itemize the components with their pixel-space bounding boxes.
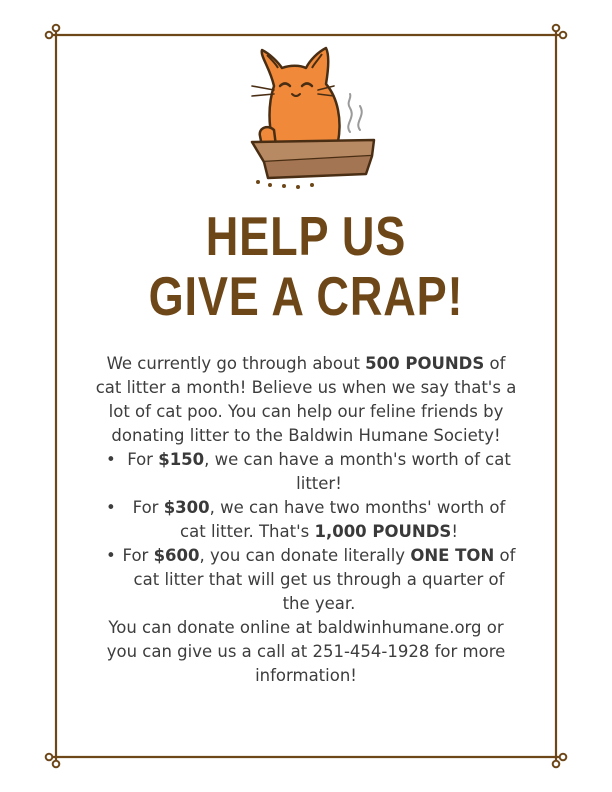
bullet-icon: • [106, 498, 116, 517]
bold-amount: 500 POUNDS [365, 354, 485, 373]
list-item: • For $150, we can have a month's worth of cat litter! [106, 450, 511, 493]
headline [60, 206, 552, 326]
intro-paragraph: We currently go through about 500 POUNDS of cat litter a month! Believe us when we say that's a lot of cat poo. You can help our feline friends by donating litter to the Baldwin Humane Society! [95, 354, 517, 445]
headline-line-2: GIVE A CRAP! [148, 265, 464, 327]
list-item: • For $300, we can have two months' worth of cat litter. That's 1,000 POUNDS! [106, 498, 506, 541]
closing-paragraph: You can donate online at baldwinhumane.org or you can give us a call at 251-454-1928 for more information! [106, 618, 506, 685]
bullet-icon: • [106, 546, 116, 565]
bullet-icon: • [106, 450, 116, 469]
body-copy [92, 352, 520, 688]
cat-in-litter-box-icon [234, 46, 384, 194]
donation-tiers-list [92, 448, 520, 616]
list-item: • For $600, you can donate literally ONE TON of cat litter that will get us through a quarter of the year. [106, 546, 516, 613]
headline-line-1: HELP US [205, 205, 407, 267]
